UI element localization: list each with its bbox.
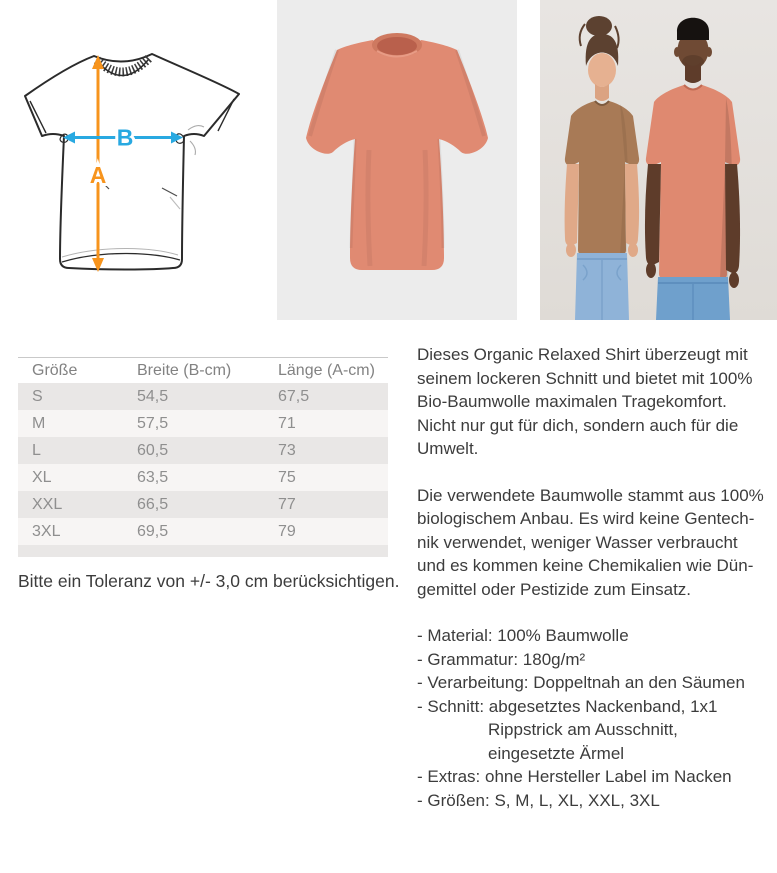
text-line: Nicht nur gut für dich, sondern auch für die [417, 415, 739, 435]
spec-line: - Verarbeitung: Doppeltnah an den Säumen [417, 673, 745, 692]
table-cell: 71 [278, 414, 296, 432]
tshirt-measurement-diagram [12, 40, 254, 302]
table-cell: 75 [278, 468, 296, 486]
table-row [18, 464, 388, 491]
measure-b-label: B [116, 124, 134, 151]
table-cell: 73 [278, 441, 296, 459]
table-cell: 57,5 [137, 414, 169, 432]
text-line: nik verwendet, weniger Wasser verbraucht [417, 532, 738, 552]
table-cell: 60,5 [137, 441, 169, 459]
table-header-row [18, 358, 388, 383]
spec-line: - Material: 100% Baumwolle [417, 626, 629, 645]
table-header-cell: Größe [32, 361, 78, 379]
spec-line: - Größen: S, M, L, XL, XXL, 3XL [417, 790, 660, 810]
size-diagram-image [12, 40, 254, 302]
description-paragraph [417, 343, 777, 461]
text-line: und es kommen keine Chemikalien wie Dün- [417, 556, 754, 575]
size-table-body [18, 383, 388, 545]
tolerance-note: Bitte ein Toleranz von +/- 3,0 cm berücksichtigen. [18, 571, 400, 591]
models-product-photo [540, 0, 777, 320]
table-cell: M [32, 414, 46, 432]
text-line: Die verwendete Baumwolle stammt aus 100% [417, 485, 764, 505]
table-cell: 54,5 [137, 387, 169, 405]
description-paragraph [417, 484, 777, 602]
spec-list [417, 624, 777, 812]
text-line: Umwelt. [417, 439, 479, 458]
table-footer-strip [18, 545, 388, 557]
spec-line: - Grammatur: 180g/m² [417, 649, 586, 669]
table-cell: 69,5 [137, 522, 169, 540]
table-row [18, 410, 388, 437]
text-line: biologischem Anbau. Es wird keine Gentech- [417, 509, 755, 528]
text-line: Bio-Baumwolle maximalen Tragekomfort. [417, 392, 727, 411]
table-row [18, 518, 388, 545]
table-cell: 63,5 [137, 468, 169, 486]
table-row [18, 383, 388, 410]
table-row [18, 437, 388, 464]
spec-line: eingesetzte Ärmel [488, 743, 625, 763]
flat-lay-shirt-image [277, 0, 517, 320]
table-cell: XL [32, 468, 52, 486]
table-cell: 66,5 [137, 495, 169, 513]
table-cell: 67,5 [278, 387, 310, 405]
measure-a-label: A [89, 162, 107, 188]
description [417, 343, 777, 812]
table-cell: L [32, 441, 41, 459]
flat-lay-product-photo [277, 0, 517, 320]
table-row [18, 491, 388, 518]
table-header-cell: Länge (A-cm) [278, 361, 375, 379]
table-cell: 3XL [32, 522, 61, 540]
text-line: gemittel oder Pestizide zum Einsatz. [417, 579, 692, 599]
table-cell: 77 [278, 495, 296, 513]
tshirt-outline [25, 54, 239, 270]
table-header-cell: Breite (B-cm) [137, 361, 232, 379]
size-table [18, 357, 388, 557]
spec-line: - Extras: ohne Hersteller Label im Nacken [417, 767, 732, 786]
spec-line: Rippstrick am Ausschnitt, [488, 720, 678, 739]
spec-line: - Schnitt: abgesetztes Nackenband, 1x1 [417, 696, 718, 716]
models-image [540, 0, 777, 320]
text-line: seinem lockeren Schnitt und bietet mit 100% [417, 368, 753, 388]
table-cell: S [32, 387, 43, 405]
text-line: Dieses Organic Relaxed Shirt überzeugt mit [417, 345, 748, 364]
table-cell: 79 [278, 522, 296, 540]
table-cell: XXL [32, 495, 63, 513]
